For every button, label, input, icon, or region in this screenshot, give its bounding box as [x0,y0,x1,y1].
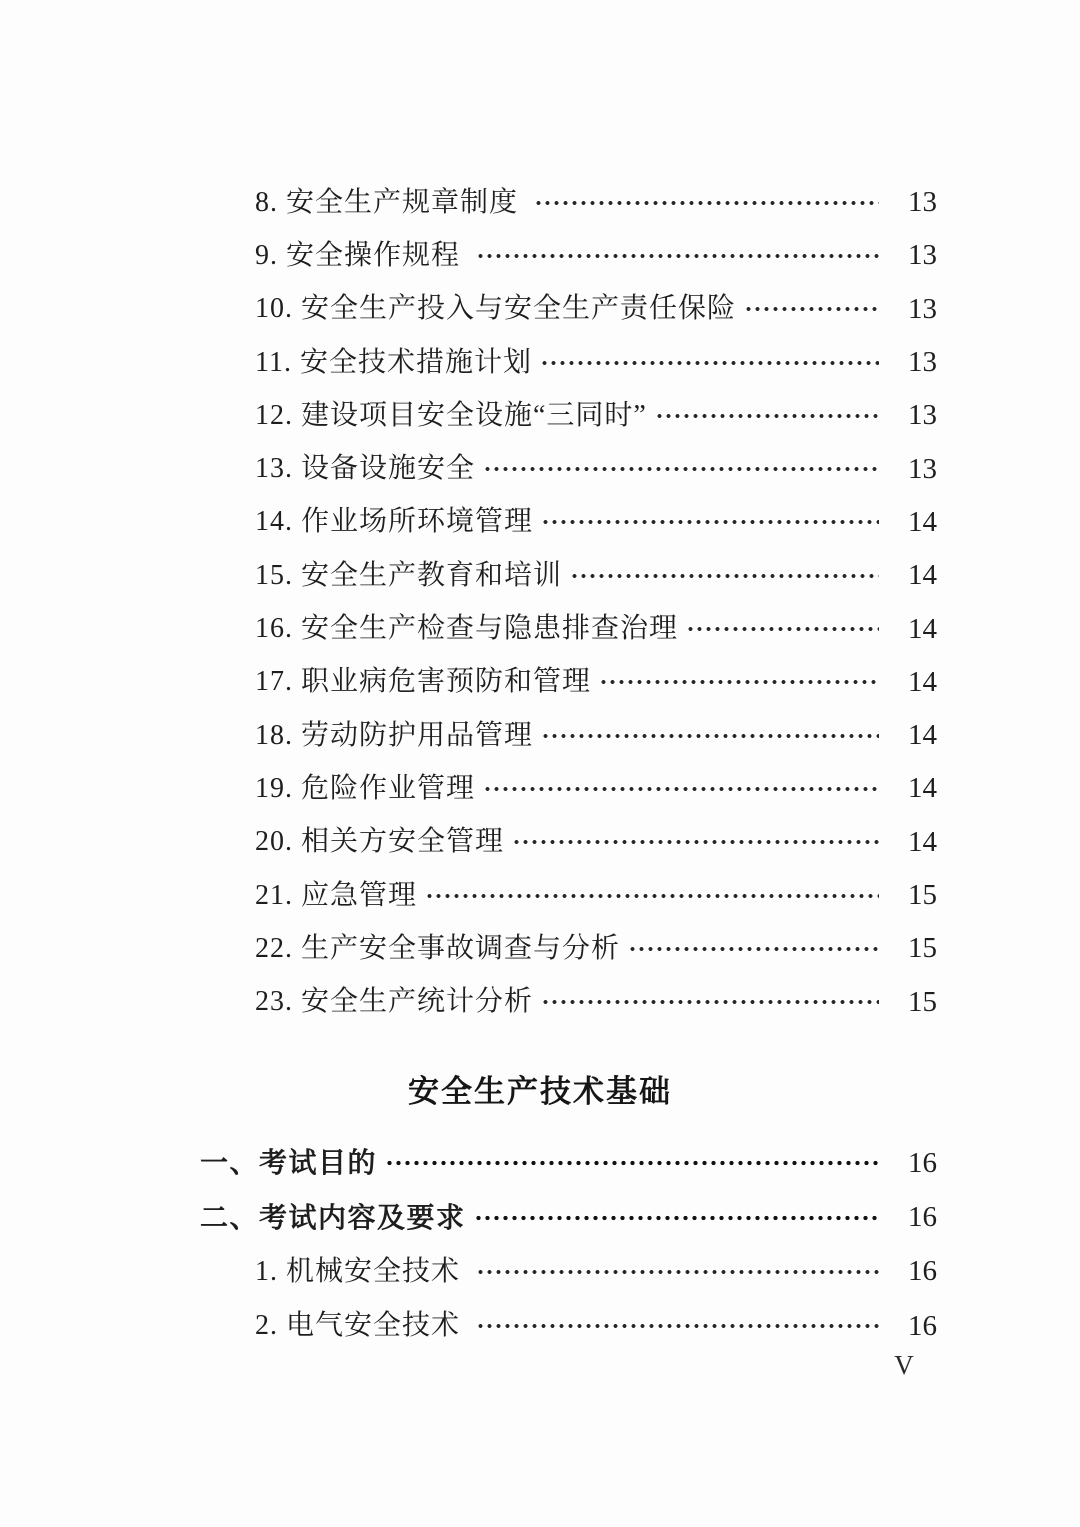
toc-entry-page: 15 [908,985,937,1018]
toc-entry-page: 13 [908,292,937,325]
dot-leader [540,355,879,371]
dot-leader [686,621,879,637]
toc-entry[interactable] [200,1136,937,1190]
toc-entry-label: 9. 安全操作规程 [255,239,469,271]
toc-entry-label: 16. 安全生产检查与隐患排查治理 [255,613,679,645]
dot-leader [628,941,879,957]
toc-entry-label: 8. 安全生产规章制度 [255,186,527,218]
toc-entry-label: 21. 应急管理 [255,879,418,911]
dot-leader [534,195,879,211]
toc-entry[interactable] [255,496,937,549]
toc-lower [200,1136,937,1354]
toc-entry-page: 14 [908,772,937,805]
toc-entry-label: 22. 生产安全事故调查与分析 [255,932,621,964]
toc-entry[interactable] [255,176,937,229]
toc-entry-label: 14. 作业场所环境管理 [255,506,534,538]
toc-entry-page: 15 [908,932,937,965]
toc-entry-label: 12. 建设项目安全设施“三同时” [255,399,647,431]
toc-entry[interactable] [255,709,937,762]
toc-entry[interactable] [255,656,937,709]
toc-entry-page: 13 [908,452,937,485]
toc-entry-page: 14 [908,505,937,538]
toc-entry-label: 13. 设备设施安全 [255,453,476,485]
dot-leader [476,1264,879,1280]
toc-entry[interactable] [255,975,937,1028]
toc-entry-label: 17. 职业病危害预防和管理 [255,666,592,698]
toc-entry-page: 13 [908,399,937,432]
toc-entry[interactable] [255,229,937,282]
dot-leader [570,568,879,584]
toc-entry[interactable] [200,1299,937,1353]
dot-leader [744,301,879,317]
toc-entry[interactable] [255,762,937,815]
dot-leader [541,514,879,530]
dot-leader [541,728,879,744]
toc-entry-page: 16 [908,1255,937,1288]
toc-entry-page: 15 [908,879,937,911]
toc-entry-label: 23. 安全生产统计分析 [255,986,534,1018]
dot-leader [483,781,879,797]
toc-entry-page: 16 [908,1201,937,1234]
toc-entry-page: 13 [908,239,937,272]
toc-entry[interactable] [255,283,937,336]
toc-entry-label: 10. 安全生产投入与安全生产责任保险 [255,293,737,325]
toc-entry[interactable] [255,922,937,975]
dot-leader [385,1155,879,1171]
toc-entry-label: 20. 相关方安全管理 [255,826,505,858]
toc-entry-label: 2. 电气安全技术 [255,1310,469,1342]
toc-entry-page: 14 [908,559,937,592]
toc-entry-page: 14 [908,719,937,752]
toc-entry[interactable] [255,816,937,869]
toc-entry[interactable] [255,442,937,495]
toc-entry-label: 15. 安全生产教育和培训 [255,559,563,591]
toc-entry-label: 19. 危险作业管理 [255,772,476,804]
toc-entry[interactable] [200,1190,937,1244]
dot-leader [425,888,879,904]
toc-upper [255,176,937,1029]
toc-entry-page: 14 [908,612,937,645]
dot-leader [474,1210,879,1226]
toc-entry-label: 11. 安全技术措施计划 [255,346,532,378]
dot-leader [541,994,879,1010]
toc-entry-page: 14 [908,665,937,698]
toc-entry-label: 一、考试目的 [200,1147,378,1179]
toc-entry-label: 18. 劳动防护用品管理 [255,719,534,751]
toc-entry[interactable] [255,389,937,442]
toc-entry-label: 1. 机械安全技术 [255,1255,469,1287]
dot-leader [483,461,879,477]
dot-leader [599,674,879,690]
dot-leader [476,1318,879,1334]
toc-entry-page: 16 [908,1146,937,1179]
toc-entry[interactable] [255,869,937,922]
toc-entry-page: 13 [908,186,937,219]
section-heading: 安全生产技术基础 [408,1074,672,1109]
toc-entry-page: 14 [908,825,937,858]
toc-entry[interactable] [255,336,937,389]
dot-leader [476,248,879,264]
toc-entry-page: 16 [908,1309,937,1342]
toc-entry[interactable] [255,549,937,602]
dot-leader [655,408,879,424]
toc-entry-page: 13 [908,346,937,379]
dot-leader [512,834,879,850]
page-number: V [894,1350,914,1380]
toc-entry[interactable] [200,1245,937,1299]
toc-entry-label: 二、考试内容及要求 [200,1201,466,1233]
toc-entry[interactable] [255,602,937,655]
